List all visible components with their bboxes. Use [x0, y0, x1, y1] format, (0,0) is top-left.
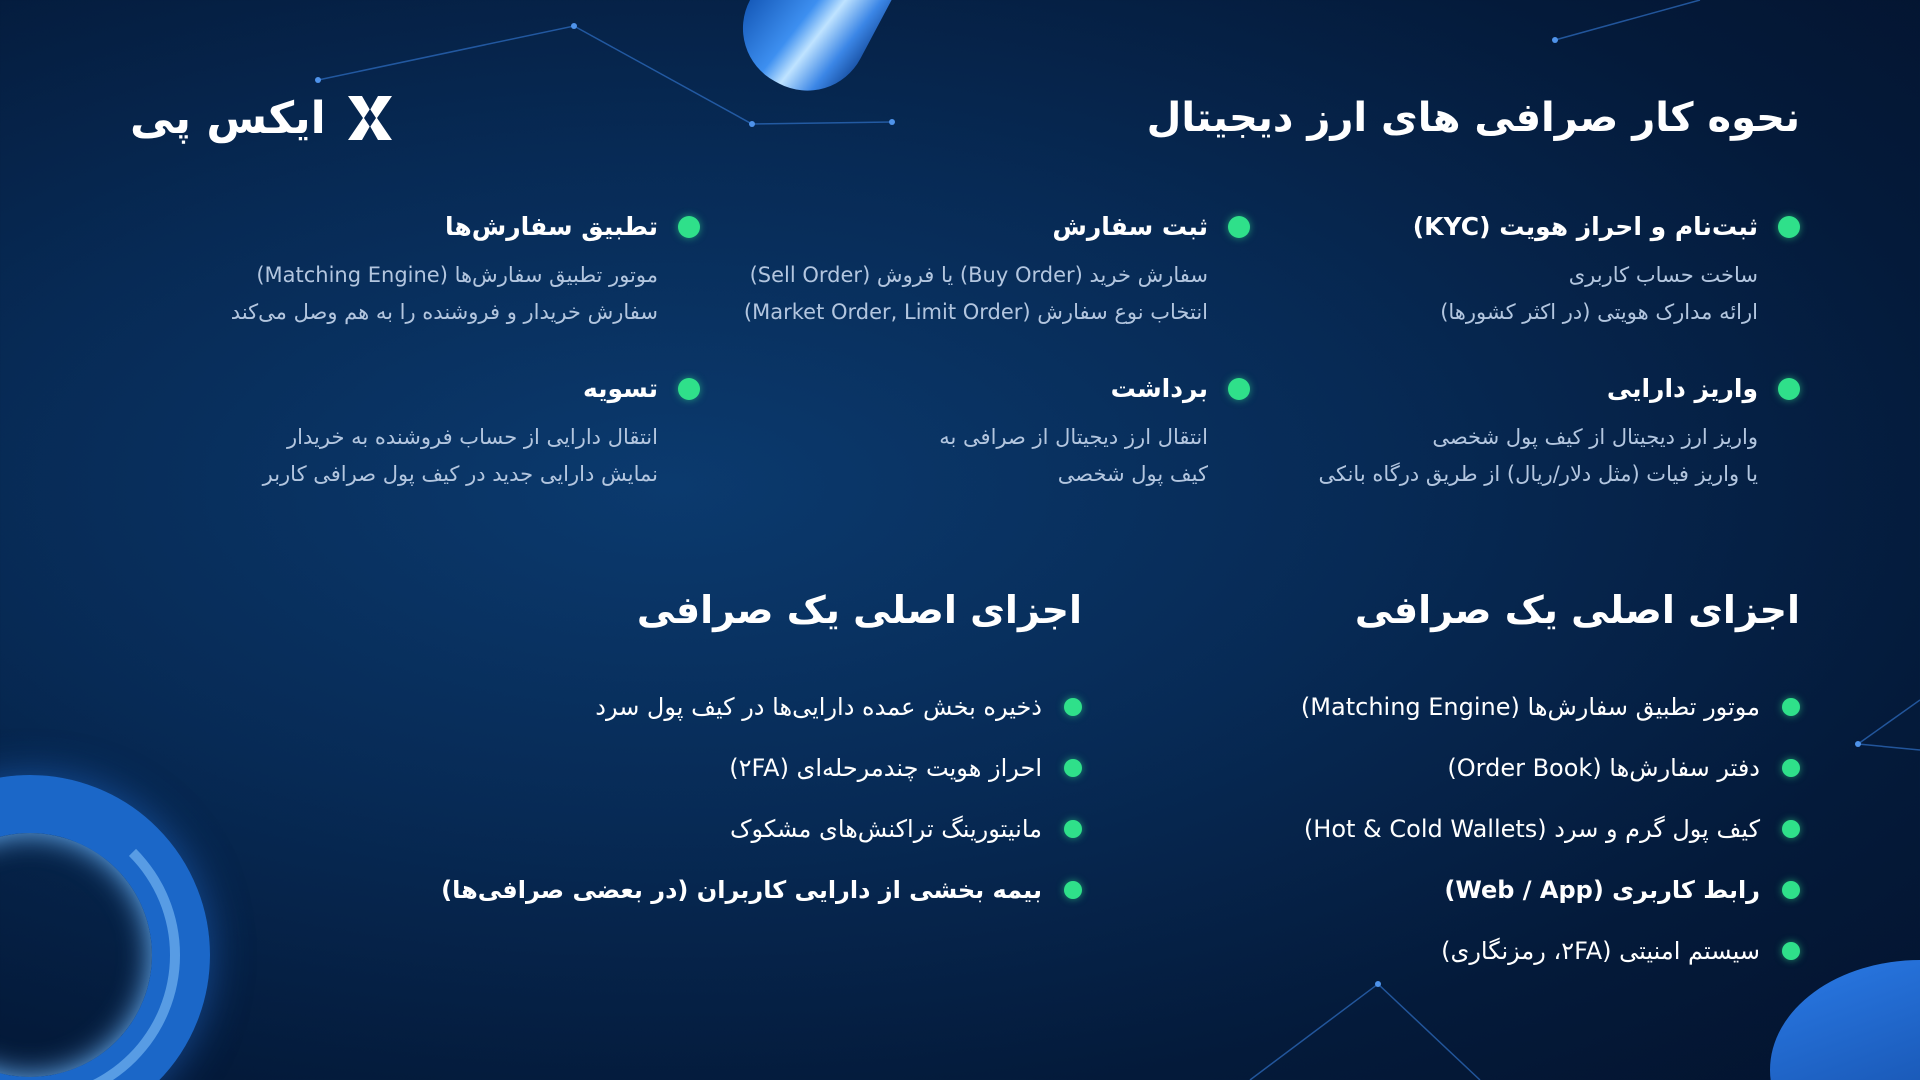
bullet-dot — [1782, 698, 1800, 716]
bullet-dot — [1782, 759, 1800, 777]
list-item — [441, 798, 1082, 859]
step-line: سفارش خریدار و فروشنده را به هم وصل می‌کند — [230, 300, 658, 324]
step-withdraw — [730, 374, 1250, 493]
list-item — [1301, 798, 1800, 859]
x-logo-icon — [344, 92, 396, 144]
bullet-dot — [1778, 216, 1800, 238]
bullet-dot — [1228, 216, 1250, 238]
bullet-dot — [1064, 820, 1082, 838]
step-settlement — [180, 374, 700, 493]
step-matching — [180, 212, 700, 331]
bullet-dot — [1782, 942, 1800, 960]
ring-decoration — [0, 775, 210, 1080]
bullet-dot — [1228, 378, 1250, 400]
list-item-text: موتور تطبیق سفارش‌ها (Matching Engine) — [1300, 692, 1760, 721]
list-item-text: بیمه بخشی از دارایی کاربران (در بعضی صرافی‌ها) — [441, 875, 1042, 904]
list-item — [441, 676, 1082, 737]
step-line: ساخت حساب کاربری — [1568, 263, 1758, 287]
step-line: انتقال ارز دیجیتال از صرافی به — [939, 425, 1208, 449]
bullet-dot — [678, 216, 700, 238]
step-line: واریز ارز دیجیتال از کیف پول شخصی — [1432, 425, 1758, 449]
list-item-text: مانیتورینگ تراکنش‌های مشکوک — [730, 814, 1042, 843]
step-title: برداشت — [1110, 374, 1208, 403]
components-title-left: اجزای اصلی یک صرافی — [636, 588, 1082, 632]
bullet-dot — [1064, 698, 1082, 716]
bullet-dot — [1064, 759, 1082, 777]
step-deposit — [1280, 374, 1800, 493]
step-line: انتقال دارایی از حساب فروشنده به خریدار — [287, 425, 658, 449]
list-item — [1301, 676, 1800, 737]
step-line: یا واریز فیات (مثل دلار/ریال) از طریق درگاه بانکی — [1318, 462, 1758, 486]
step-title: تسویه — [582, 374, 658, 403]
step-line: انتخاب نوع سفارش (Market Order, Limit Order) — [743, 300, 1208, 324]
ring-highlight-decoration — [0, 805, 180, 1080]
page-title: نحوه کار صرافی های ارز دیجیتال — [1146, 95, 1800, 141]
step-line: ارائه مدارک هویتی (در اکثر کشورها) — [1440, 300, 1758, 324]
bullet-dot — [1064, 881, 1082, 899]
bullet-dot — [1782, 881, 1800, 899]
components-list-left — [441, 676, 1082, 920]
list-item-text: رابط کاربری (Web / App) — [1444, 875, 1760, 904]
step-place-order — [730, 212, 1250, 331]
list-item — [1301, 737, 1800, 798]
step-description — [180, 257, 658, 331]
bullet-dot — [1782, 820, 1800, 838]
step-description — [1280, 419, 1758, 493]
list-item-text: احراز هویت چندمرحله‌ای (۲FA) — [729, 753, 1042, 782]
cylinder-decoration — [722, 0, 893, 112]
bullet-dot — [678, 378, 700, 400]
step-title: ثبت سفارش — [1052, 212, 1208, 241]
components-title-right: اجزای اصلی یک صرافی — [1354, 588, 1800, 632]
list-item — [1301, 859, 1800, 920]
logo-text: ایکس پی — [130, 92, 326, 144]
list-item — [1301, 920, 1800, 981]
bullet-dot — [1778, 378, 1800, 400]
list-item-text: سیستم امنیتی (۲FA، رمزنگاری) — [1441, 936, 1760, 965]
step-line: سفارش خرید (Buy Order) یا فروش (Sell Order) — [749, 263, 1208, 287]
list-item-text: دفتر سفارش‌ها (Order Book) — [1447, 753, 1760, 782]
step-title: واریز دارایی — [1606, 374, 1758, 403]
list-item-text: ذخیره بخش عمده دارایی‌ها در کیف پول سرد — [595, 692, 1042, 721]
step-description — [180, 419, 658, 493]
step-title: تطبیق سفارش‌ها — [445, 212, 658, 241]
step-line: نمایش دارایی جدید در کیف پول صرافی کاربر — [262, 462, 658, 486]
step-line: کیف پول شخصی — [1057, 462, 1208, 486]
list-item — [441, 859, 1082, 920]
step-description — [1280, 257, 1758, 331]
step-kyc — [1280, 212, 1800, 331]
components-list-right — [1301, 676, 1800, 981]
step-description — [730, 257, 1208, 331]
brand-logo — [130, 88, 396, 148]
step-line: موتور تطبیق سفارش‌ها (Matching Engine) — [256, 263, 658, 287]
step-description — [730, 419, 1208, 493]
list-item — [441, 737, 1082, 798]
step-title: ثبت‌نام و احراز هویت (KYC) — [1412, 212, 1758, 241]
list-item-text: کیف پول گرم و سرد (Hot & Cold Wallets) — [1303, 814, 1760, 843]
